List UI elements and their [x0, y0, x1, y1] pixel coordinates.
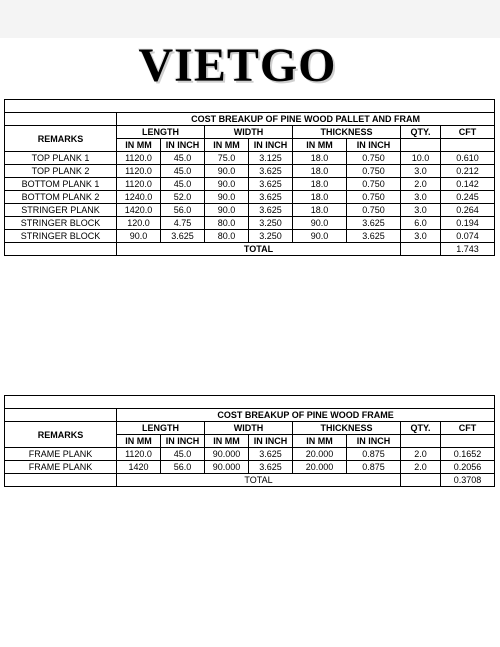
table-cell: 3.250: [249, 230, 293, 243]
table-cell: 90.0: [205, 204, 249, 217]
table-row: [5, 217, 495, 230]
table-cell: 80.0: [205, 217, 249, 230]
table-cell: 1120.0: [117, 448, 161, 461]
header-in-mm: IN MM: [117, 139, 161, 152]
table-cell: 4.75: [161, 217, 205, 230]
table-cell: 18.0: [293, 178, 347, 191]
table-cell: 3.0: [401, 230, 441, 243]
table-cell: 52.0: [161, 191, 205, 204]
table-cell: 90.000: [205, 448, 249, 461]
header-qty: QTY.: [401, 422, 441, 435]
table-cell: 0.875: [347, 448, 401, 461]
table-cell: 3.0: [401, 165, 441, 178]
table-cell: 0.875: [347, 461, 401, 474]
row-remark: FRAME PLANK: [5, 448, 117, 461]
table-cell: 1120.0: [117, 178, 161, 191]
table-cell: 2.0: [401, 448, 441, 461]
table-cell: 1420.0: [117, 204, 161, 217]
header-in-inch: IN INCH: [161, 435, 205, 448]
table-cell: 90.0: [293, 217, 347, 230]
table-title: COST BREAKUP OF PINE WOOD PALLET AND FRAM: [117, 113, 495, 126]
header-width: WIDTH: [205, 126, 293, 139]
table-cell: 90.0: [205, 191, 249, 204]
header-qty: QTY.: [401, 126, 441, 139]
header-in-mm: IN MM: [205, 435, 249, 448]
header-in-inch: IN INCH: [347, 139, 401, 152]
blank-row: [5, 100, 495, 113]
total-value: 1.743: [441, 243, 495, 256]
table-cell: 75.0: [205, 152, 249, 165]
header-width: WIDTH: [205, 422, 293, 435]
table-cell: 20.000: [293, 461, 347, 474]
table-cell: 3.625: [347, 230, 401, 243]
blank-row: [5, 396, 495, 409]
table-cell: 0.1652: [441, 448, 495, 461]
header-cft: CFT: [441, 422, 495, 435]
table-cell: 0.750: [347, 178, 401, 191]
blank-cell: [441, 139, 495, 152]
blank-cell: [5, 113, 117, 126]
table-row: [5, 230, 495, 243]
blank-cell: [401, 139, 441, 152]
header-length: LENGTH: [117, 126, 205, 139]
table-cell: 3.625: [161, 230, 205, 243]
row-remark: STRINGER PLANK: [5, 204, 117, 217]
row-remark: STRINGER BLOCK: [5, 230, 117, 243]
row-remark: BOTTOM PLANK 2: [5, 191, 117, 204]
blank-cell: [5, 396, 495, 409]
total-label: TOTAL: [117, 243, 401, 256]
table-cell: 56.0: [161, 204, 205, 217]
header-thickness: THICKNESS: [293, 422, 401, 435]
row-remark: FRAME PLANK: [5, 461, 117, 474]
total-row: [5, 243, 495, 256]
table-cell: 0.264: [441, 204, 495, 217]
table-cell: 56.0: [161, 461, 205, 474]
header-row: [5, 126, 495, 139]
header-remarks: REMARKS: [5, 422, 117, 448]
table-title: COST BREAKUP OF PINE WOOD FRAME: [117, 409, 495, 422]
title-row: [5, 113, 495, 126]
blank-cell: [401, 435, 441, 448]
header-in-mm: IN MM: [293, 139, 347, 152]
table-row: [5, 191, 495, 204]
table-cell: 3.625: [249, 461, 293, 474]
table-cell: 0.610: [441, 152, 495, 165]
table-cell: 90.0: [117, 230, 161, 243]
table-cell: 10.0: [401, 152, 441, 165]
row-remark: TOP PLANK 2: [5, 165, 117, 178]
table-row: [5, 152, 495, 165]
total-value: 0.3708: [441, 474, 495, 487]
table-cell: 1120.0: [117, 152, 161, 165]
row-remark: BOTTOM PLANK 1: [5, 178, 117, 191]
blank-cell: [5, 243, 117, 256]
table-cell: 6.0: [401, 217, 441, 230]
table-cell: 0.245: [441, 191, 495, 204]
table-cell: 18.0: [293, 152, 347, 165]
header-in-mm: IN MM: [205, 139, 249, 152]
table-row: [5, 165, 495, 178]
header-length: LENGTH: [117, 422, 205, 435]
row-remark: STRINGER BLOCK: [5, 217, 117, 230]
table-cell: 0.750: [347, 152, 401, 165]
table-cell: 20.000: [293, 448, 347, 461]
table-cell: 18.0: [293, 204, 347, 217]
blank-cell: [401, 474, 441, 487]
table-cell: 90.0: [205, 165, 249, 178]
table-cell: 1240.0: [117, 191, 161, 204]
blank-cell: [5, 409, 117, 422]
table-cell: 0.074: [441, 230, 495, 243]
pallet-cost-table: [4, 99, 495, 256]
table-cell: 45.0: [161, 152, 205, 165]
header-in-inch: IN INCH: [249, 139, 293, 152]
table-row: [5, 448, 495, 461]
table-cell: 0.750: [347, 204, 401, 217]
table-cell: 90.0: [205, 178, 249, 191]
total-row: [5, 474, 495, 487]
table-cell: 3.125: [249, 152, 293, 165]
header-in-inch: IN INCH: [347, 435, 401, 448]
table-cell: 90.0: [293, 230, 347, 243]
table-cell: 1120.0: [117, 165, 161, 178]
blank-cell: [401, 243, 441, 256]
blank-cell: [5, 100, 495, 113]
table-cell: 3.625: [249, 448, 293, 461]
table-cell: 0.750: [347, 165, 401, 178]
table-cell: 80.0: [205, 230, 249, 243]
table-cell: 2.0: [401, 178, 441, 191]
frame-cost-table: [4, 395, 495, 487]
header-cft: CFT: [441, 126, 495, 139]
table-cell: 90.000: [205, 461, 249, 474]
table-cell: 3.625: [347, 217, 401, 230]
table-cell: 3.0: [401, 191, 441, 204]
header-in-mm: IN MM: [117, 435, 161, 448]
table-cell: 18.0: [293, 165, 347, 178]
table-cell: 0.750: [347, 191, 401, 204]
table-cell: 0.212: [441, 165, 495, 178]
table-cell: 0.2056: [441, 461, 495, 474]
table-cell: 3.625: [249, 165, 293, 178]
table-cell: 3.250: [249, 217, 293, 230]
blank-cell: [441, 435, 495, 448]
table-cell: 3.625: [249, 178, 293, 191]
table-cell: 18.0: [293, 191, 347, 204]
table-cell: 1420: [117, 461, 161, 474]
table-cell: 2.0: [401, 461, 441, 474]
table-cell: 3.0: [401, 204, 441, 217]
header-in-inch: IN INCH: [161, 139, 205, 152]
header-in-mm: IN MM: [293, 435, 347, 448]
vietgo-logo: VIETGO: [138, 39, 337, 92]
table-cell: 3.625: [249, 191, 293, 204]
blank-cell: [5, 474, 117, 487]
header-thickness: THICKNESS: [293, 126, 401, 139]
total-label: TOTAL: [117, 474, 401, 487]
table-cell: 45.0: [161, 448, 205, 461]
table-cell: 0.142: [441, 178, 495, 191]
table-cell: 45.0: [161, 178, 205, 191]
table-row: [5, 461, 495, 474]
row-remark: TOP PLANK 1: [5, 152, 117, 165]
table-row: [5, 204, 495, 217]
title-row: [5, 409, 495, 422]
table-cell: 0.194: [441, 217, 495, 230]
table-cell: 120.0: [117, 217, 161, 230]
top-banner-strip: [0, 0, 500, 38]
table-cell: 3.625: [249, 204, 293, 217]
header-remarks: REMARKS: [5, 126, 117, 152]
header-in-inch: IN INCH: [249, 435, 293, 448]
table-cell: 45.0: [161, 165, 205, 178]
table-row: [5, 178, 495, 191]
header-row: [5, 422, 495, 435]
